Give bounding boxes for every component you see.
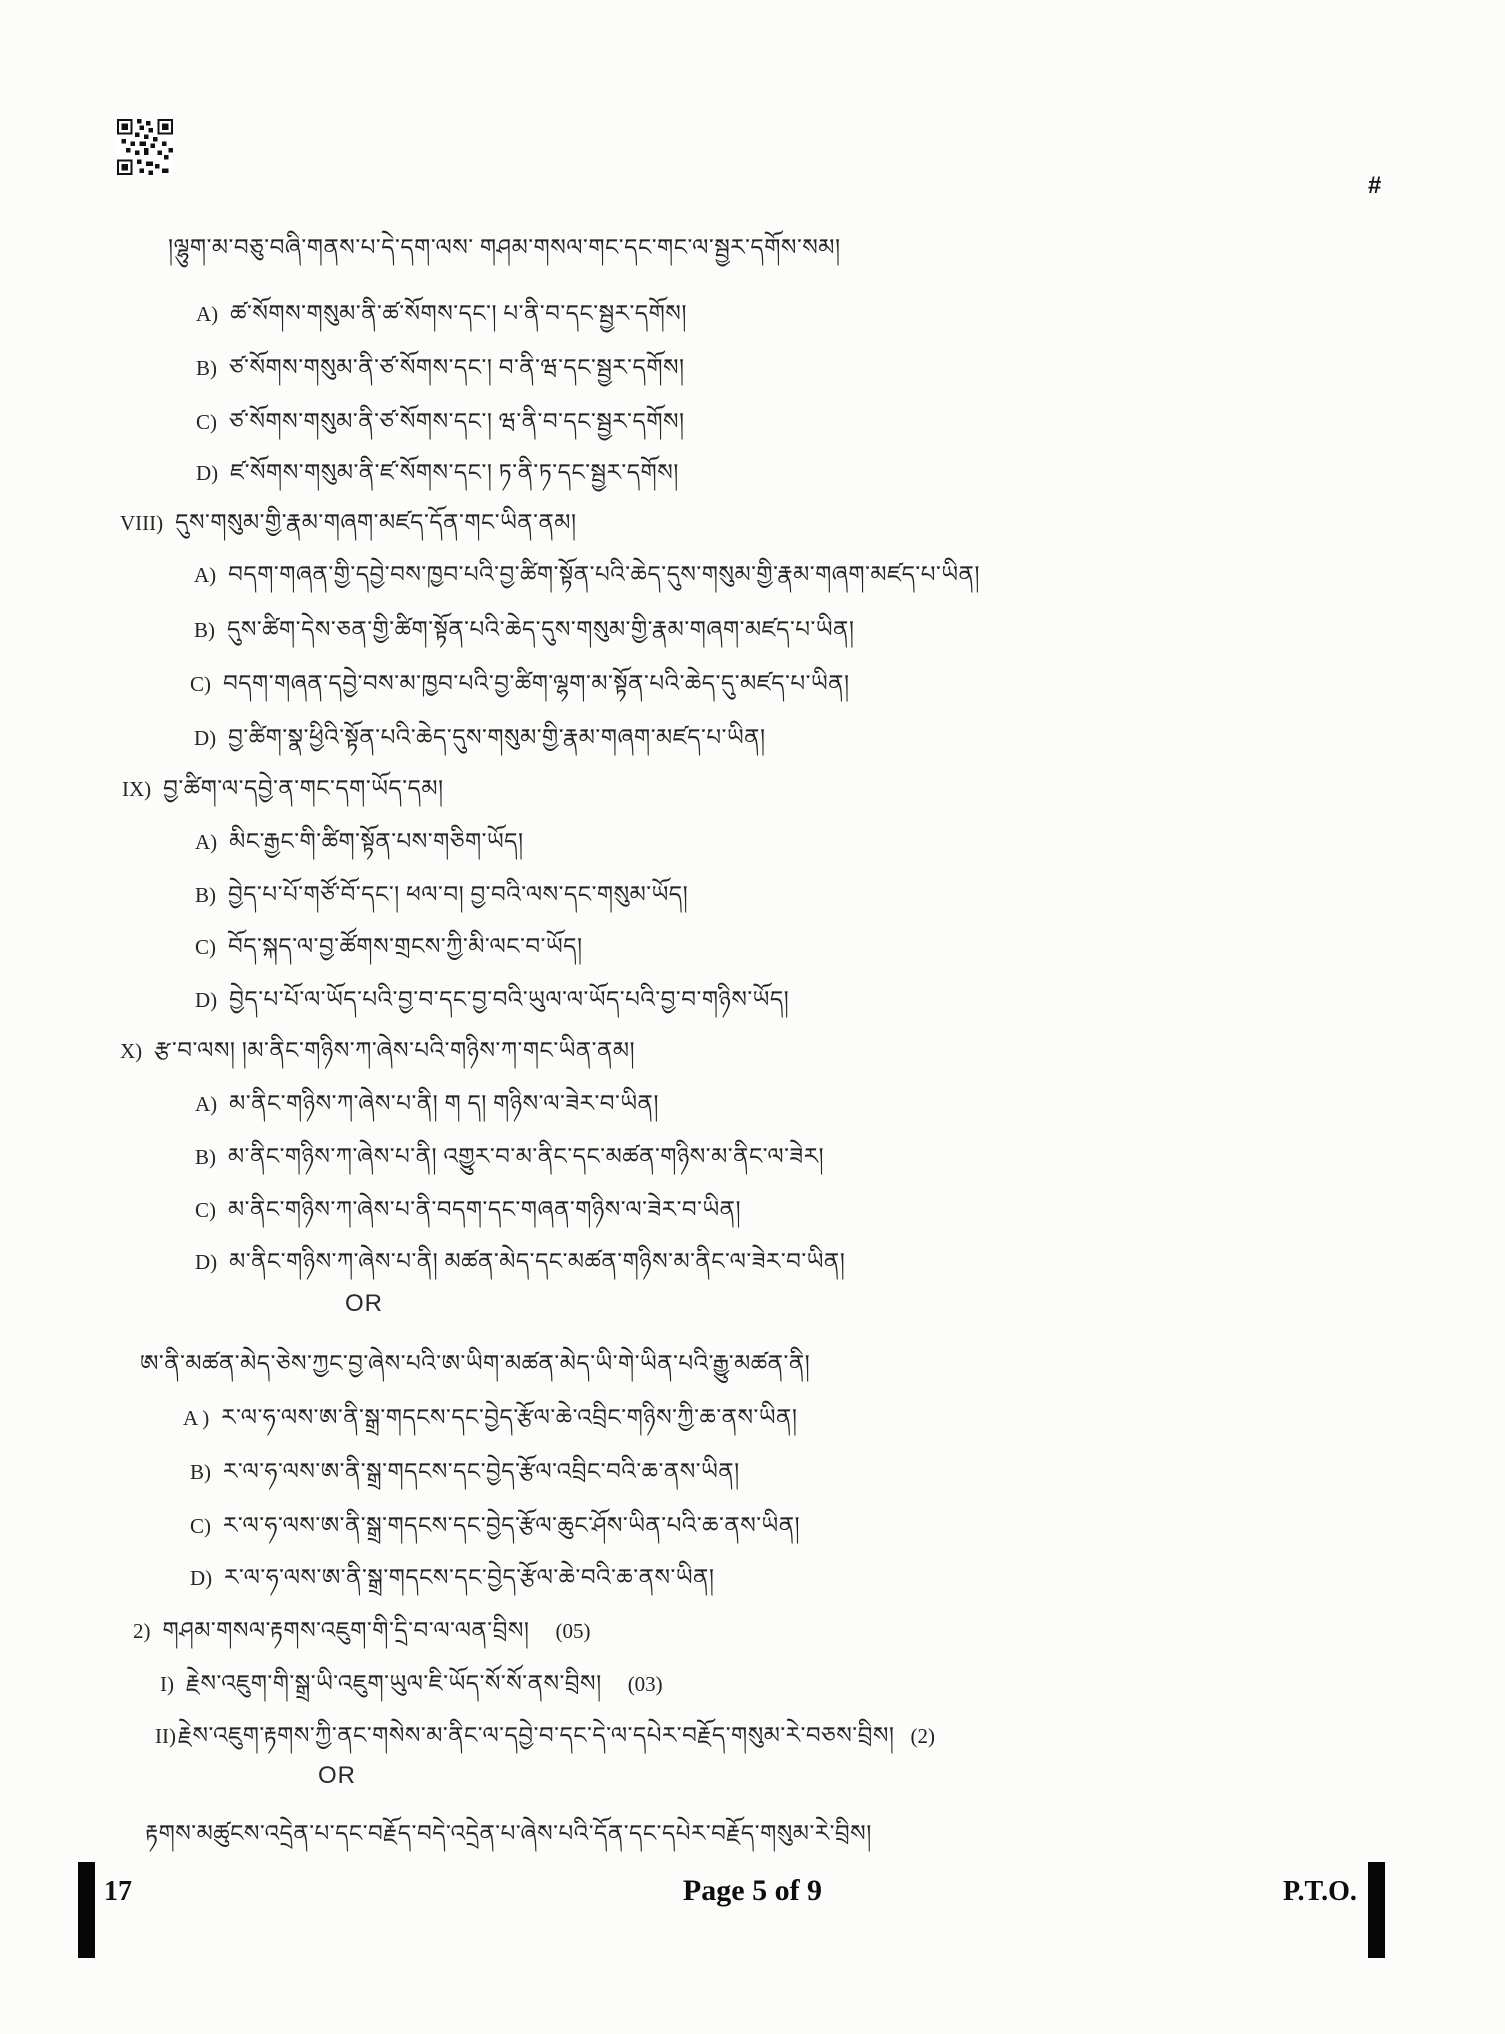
option-label: A) [194, 563, 217, 587]
sub-question-row [155, 1710, 935, 1775]
marks-badge: (2) [910, 1724, 936, 1748]
question-number: IX) [122, 777, 152, 801]
option-text: བདག་གཞན་གྱི་དབྱེ་བས་ཁྱབ་པའི་བྱ་ཚིག་སྟོན་པའི་ཆེད་དུས་གསུམ་གྱི་རྣམ་གཞག་མཛད་པ་ཡིན། [228, 562, 980, 587]
option-text: ཚ་སོགས་གསུམ་ནི་ཚ་སོགས་དང་། པ་ནི་བ་དང་སྦྱར་དགོས། [230, 301, 687, 326]
question-stem-text: དུས་གསུམ་གྱི་རྣམ་གཞག་མཛད་དོན་གང་ཡིན་ནམ། [175, 510, 577, 535]
option-label: D) [194, 726, 217, 750]
option-text: མ་ནིང་གཉིས་ཀ་ཞེས་པ་ནི། མཚན་མེད་དང་མཚན་གཉིས་མ་ནིང་ལ་ཟེར་བ་ཡིན། [229, 1249, 846, 1274]
option-text: བདག་གཞན་དབྱེ་བས་མ་ཁྱབ་པའི་བྱ་ཚིག་ལྷག་མ་སྟོན་པའི་ཆེད་དུ་མཛད་པ་ཡིན། [223, 671, 850, 696]
option-text: མ་ནིང་གཉིས་ཀ་ཞེས་པ་ནི་བདག་དང་གཞན་གཉིས་ལ་ཟེར་བ་ཡིན། [228, 1197, 742, 1222]
option-label: A ) [183, 1406, 210, 1430]
option-text: བོད་སྐད་ལ་བྱ་ཚོགས་གྲངས་ཀྱི་མི་ལང་བ་ཡོད། [228, 934, 583, 959]
option-text: མ་ནིང་གཉིས་ཀ་ཞེས་པ་ནི། ག ད། གཉིས་ལ་ཟེར་བ་ཡིན། [229, 1091, 659, 1116]
option-label: A) [195, 1092, 218, 1116]
option-text: ར་ལ་ཧ་ལས་ཨ་ནི་སྒྲ་གདངས་དང་བྱེད་རྩོལ་ཆེ་འབྲིང་གཉིས་ཀྱི་ཆ་ནས་ཡིན། [221, 1405, 798, 1430]
option-row [195, 1236, 845, 1301]
question-stem-text: ཨ་ནི་མཚན་མེད་ཅེས་ཀྱང་བྱ་ཞེས་པའི་ཨ་ཡིག་མཚན་མེད་ཡི་གེ་ཡིན་པའི་རྒྱུ་མཚན་ནི། [140, 1351, 811, 1376]
qr-code-icon [117, 118, 173, 176]
option-label: B) [190, 1460, 211, 1484]
option-text: ར་ལ་ཧ་ལས་ཨ་ནི་སྒྲ་གདངས་དང་བྱེད་རྩོལ་ཆེ་བའི་ཆ་ནས་ཡིན། [224, 1565, 715, 1590]
pto-label: P.T.O. [1283, 1876, 1357, 1907]
question-stem-text: །ལྷུག་མ་བཅུ་བཞི་གནས་པ་དེ་དག་ལས་ གཤམ་གསལ་གང་དང་གང་ལ་སྦྱར་དགོས་སམ། [168, 235, 841, 260]
page-number: Page 5 of 9 [682, 1874, 823, 1907]
option-text: ར་ལ་ཧ་ལས་ཨ་ནི་སྒྲ་གདངས་དང་བྱེད་རྩོལ་ཆུང་ཤོས་ཡིན་པའི་ཆ་ནས་ཡིན། [223, 1513, 801, 1538]
sub-question-label: II) [155, 1724, 176, 1748]
option-label: C) [196, 410, 217, 434]
or-separator: OR [345, 1290, 383, 1317]
option-text: བྱེད་པ་པོ་གཙོ་བོ་དང་། ཕལ་བ། བྱ་བའི་ལས་དང་གསུམ་ཡོད། [228, 882, 689, 907]
option-label: B) [196, 356, 217, 380]
option-text: བྱེད་པ་པོ་ལ་ཡོད་པའི་བྱ་བ་དང་བྱ་བའི་ཡུལ་ལ་ཡོད་པའི་བྱ་བ་གཉིས་ཡོད། [229, 987, 790, 1012]
option-label: D) [196, 461, 219, 485]
option-text: ཙ་སོགས་གསུམ་ནི་ཙ་སོགས་དང་། བ་ནི་ཝ་དང་སྦྱར་དགོས། [229, 355, 685, 380]
option-label: A) [195, 830, 218, 854]
option-label: D) [195, 988, 218, 1012]
option-text: ར་ལ་ཧ་ལས་ཨ་ནི་སྒྲ་གདངས་དང་བྱེད་རྩོལ་འབྲིང་བའི་ཆ་ནས་ཡིན། [223, 1459, 740, 1484]
option-label: A) [196, 302, 219, 326]
question-stem-text: བྱ་ཚིག་ལ་དབྱེ་ན་གང་དག་ཡོད་དམ། [163, 776, 444, 801]
question-stem-text: རྩ་བ་ལས། །མ་ནིང་གཉིས་ཀ་ཞེས་པའི་གཉིས་ཀ་གང་ཡིན་ནམ། [154, 1038, 636, 1063]
marks-badge: (05) [555, 1619, 591, 1643]
option-text: ཙ་སོགས་གསུམ་ནི་ཙ་སོགས་དང་། ཝ་ནི་བ་དང་སྦྱར་དགོས། [229, 409, 685, 434]
option-text: དུས་ཚིག་དེས་ཅན་གྱི་ཚིག་སྟོན་པའི་ཆེད་དུས་གསུམ་གྱི་རྣམ་གཞག་མཛད་པ་ཡིན། [227, 617, 855, 642]
option-label: B) [195, 883, 216, 907]
option-label: C) [195, 1198, 216, 1222]
option-text: མིང་རྒྱང་གི་ཚིག་སྟོན་པས་གཅིག་ཡོད། [229, 829, 524, 854]
or-separator: OR [318, 1762, 356, 1789]
option-label: D) [195, 1250, 218, 1274]
hash-mark: # [1368, 172, 1382, 199]
question-stem [145, 1808, 872, 1873]
option-label: C) [190, 672, 211, 696]
set-number: 17 [104, 1876, 132, 1907]
option-text: བྱ་ཚིག་སྣ་ཕྱིའི་སྟོན་པའི་ཆེད་དུས་གསུམ་གྱི་རྣམ་གཞག་མཛད་པ་ཡིན། [228, 725, 766, 750]
question-stem [168, 222, 841, 287]
question-stem-text: རྟགས་མཚུངས་འདྲེན་པ་དང་བརྗོད་བདེ་འདྲེན་པ་ཞེས་པའི་དོན་དང་དཔེར་བརྗོད་གསུམ་རེ་བྲིས། [145, 1821, 872, 1846]
footer-right-bar [1368, 1862, 1385, 1958]
option-text: ཛ་སོགས་གསུམ་ནི་ཛ་སོགས་དང་། ཏ་ནི་ཏ་དང་སྦྱར་དགོས། [230, 460, 679, 485]
option-text: མ་ནིང་གཉིས་ཀ་ཞེས་པ་ནི། འགྱུར་བ་མ་ནིང་དང་མཚན་གཉིས་མ་ནིང་ལ་ཟེར། [228, 1144, 825, 1169]
option-label: B) [195, 1145, 216, 1169]
question-number: X) [120, 1039, 143, 1063]
option-label: C) [195, 935, 216, 959]
option-label: D) [190, 1566, 213, 1590]
question-number: 2) [133, 1619, 151, 1643]
option-label: C) [190, 1514, 211, 1538]
sub-question-text: རྗེས་འཇུག་གི་སྒྲ་ཡི་འཇུག་ཡུལ་ཇི་ཡོད་སོ་སོ་ནས་བྲིས། [186, 1671, 602, 1696]
marks-badge: (03) [627, 1672, 663, 1696]
sub-question-text: རྗེས་འཇུག་རྟགས་ཀྱི་ནང་གསེས་མ་ནིང་ལ་དབྱེ་བ་དང་དེ་ལ་དཔེར་བརྗོད་གསུམ་རེ་བཅས་བྲིས། [177, 1723, 895, 1748]
question-number: VIII) [120, 511, 164, 535]
question-stem-text: གཤམ་གསལ་རྟགས་འཇུག་གི་དྲི་བ་ལ་ལན་བྲིས། [162, 1618, 530, 1643]
option-label: B) [194, 618, 215, 642]
sub-question-label: I) [160, 1672, 174, 1696]
